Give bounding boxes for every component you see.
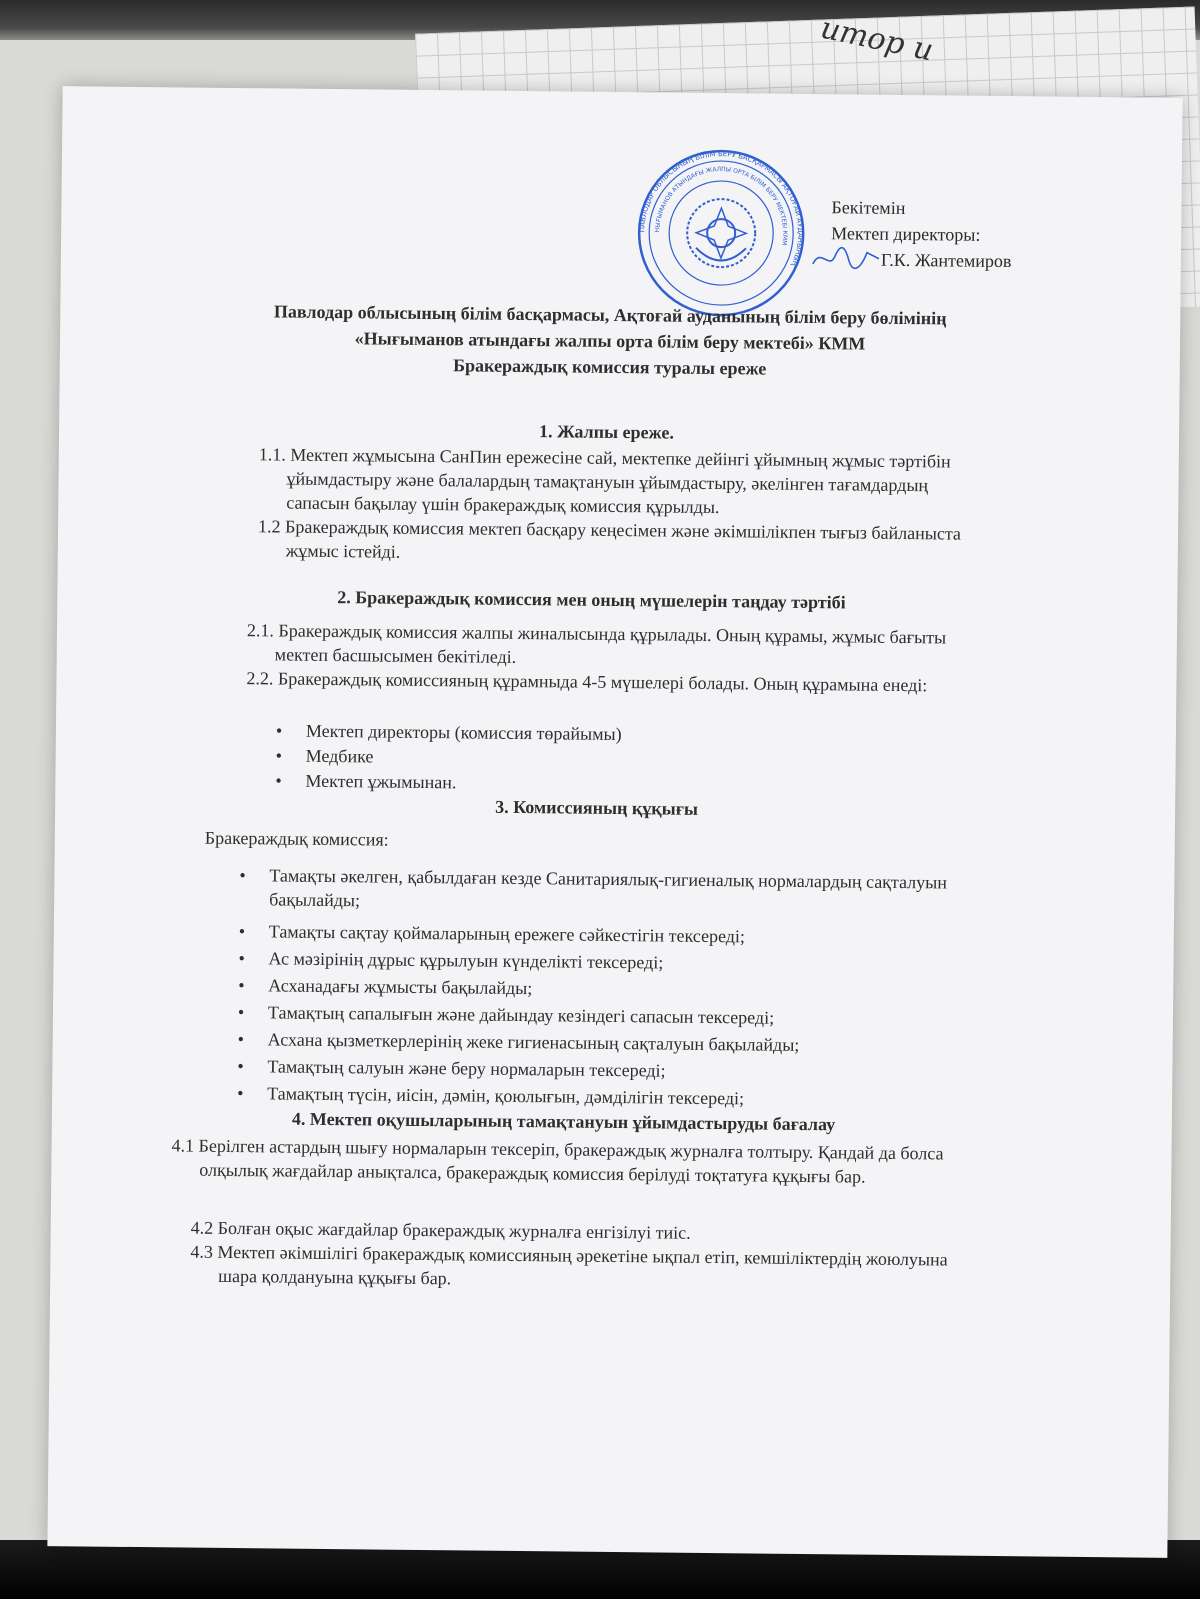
rights-list-item: • Тамақты әкелген, қабылдаған кезде Санитариялық-гигиеналық нормалардың сақталуын бақылайды; [239,865,948,911]
section3-title: 3. Комиссияның құқығы [495,796,699,819]
section2-body [246,618,977,698]
bullet-icon: • [238,921,246,942]
document-header [210,298,1011,384]
bullet-icon: • [237,1029,245,1050]
rights-list-item: • Тамақтың салуын және беру нормаларын тексереді; [237,1056,666,1081]
paragraph-4-1: 4.1 Берілген астардың шығу нормаларын тексеріп, бракераждық журналға толтыру. Қандай да болса олқылық жағдайлар анықталса, бракераждық комиссия берілуді тоқтатуға құқығы бар. [171,1135,944,1187]
section3-intro: Бракераждық комиссия: [204,827,389,850]
stamp-outer-arc: ПАВЛОДАР ОБЛЫСЫНЫҢ БІЛІМ БЕРУ БАСҚАРМАСЫ АҚТОҒАЙ АУДАНЫНЫҢ [638,150,805,268]
bullet-icon: • [239,865,246,886]
bullet-icon: • [237,1083,244,1104]
bullet-icon: • [275,745,283,766]
rights-list-item: • Тамақтың сапалығын және дайындау кезіндегі сапасын тексереді; [237,1002,775,1028]
notebook-handwriting: итор и [817,10,937,69]
section1-title: 1. Жалпы ереже. [538,421,675,443]
bullet-icon: • [237,1056,244,1077]
handwritten-signature [811,242,881,273]
bullet-icon: • [238,975,245,996]
paragraph-2-1: 2.1. Бракераждық комиссия жалпы жиналысында құрылады. Оның құрамы, жұмыс бағыты мектеп басшысымен бекітіледі. [246,620,947,667]
approval-position: Мектеп директоры: [831,223,981,245]
bullet-icon: • [275,770,282,791]
svg-text:НЫҒЫМАНОВ АТЫНДАҒЫ ЖАЛПЫ ОРТА [654,165,789,246]
section2-title: 2. Бракераждық комиссия мен оның мүшелерін таңдау тәртібі [337,587,846,613]
stamp-inner-arc: НЫҒЫМАНОВ АТЫНДАҒЫ ЖАЛПЫ ОРТА БІЛІМ БЕРУ МЕКТЕБІ КММ [654,166,789,246]
member-list-item: • Мектеп ұжымынан. [275,770,457,793]
approval-title: Бекітемін [831,197,906,219]
paragraph-2-2: 2.2. Бракераждық комиссияның құрамныда 4-5 мүшелері болады. Оның құрамына енеді: [246,668,928,696]
paragraph-1-2: 1.2 Бракераждық комиссия мектеп басқару кеңесімен және әкімшілікпен тығыз байланыста жұмыс істейді. [257,516,962,562]
section1-body [258,442,979,570]
rights-list-item: • Тамақты сақтау қоймаларының ережеге сәйкестігін тексереді; [238,921,746,947]
section4-body-2 [190,1216,971,1296]
bullet-icon: • [237,1002,245,1023]
paragraph-1-1: 1.1. Мектеп жұмысына СанПин ережесіне сай, мектепке дейінгі ұйымның жұмыс тәртібін ұйымдастыру және балалардың тамақтануын ұйымдастыру, әкелінген тағамдардың сапасын бақылау үшін бракераждық комиссия құрылды. [258,444,951,518]
paragraph-4-3: 4.3 Мектеп әкімшілігі бракераждық комиссияның әрекетіне ықпал етіп, кемшіліктердің жоюлуына шара қолдануына құқығы бар. [190,1241,948,1289]
rights-list-item: • Ас мәзірінің дұрыс құрылуын күнделікті тексереді; [238,948,664,973]
rights-list-item: • Асхана қызметкерлерінің жеке гигиенасының сақталуын бақылайды; [237,1029,800,1055]
header-school-name: «Нығыманов атындағы жалпы орта білім беру мектебі» КММ [354,328,866,354]
section4-title: 4. Мектеп оқушыларының тамақтануын ұйымдастыруды бағалау [291,1108,836,1135]
school-seal-stamp [635,147,807,319]
header-organization: Павлодар облысының білім басқармасы, Ақтоғай ауданының білім беру бөлімінің [273,301,947,329]
document-title: Бракераждық комиссия туралы ереже [453,355,767,379]
rights-list-item: • Асханадағы жұмысты бақылайды; [238,975,533,999]
bullet-icon: • [238,948,245,969]
approval-director-name: Г.К. Жантемиров [880,249,1012,272]
rights-list-item: • Тамақтың түсін, иісін, дәмін, қоюлығын, дәмділігін тексереді; [237,1083,745,1109]
document-page [47,86,1182,1558]
paragraph-4-2: 4.2 Болған оқыс жағдайлар бракераждық журналға енгізілуі тиіс. [190,1217,691,1243]
member-list-item: • Медбике [275,745,374,767]
member-list-item: • Мектеп директоры (комиссия төрайымы) [275,720,622,745]
bullet-icon: • [275,720,283,741]
section4-body [171,1133,971,1189]
